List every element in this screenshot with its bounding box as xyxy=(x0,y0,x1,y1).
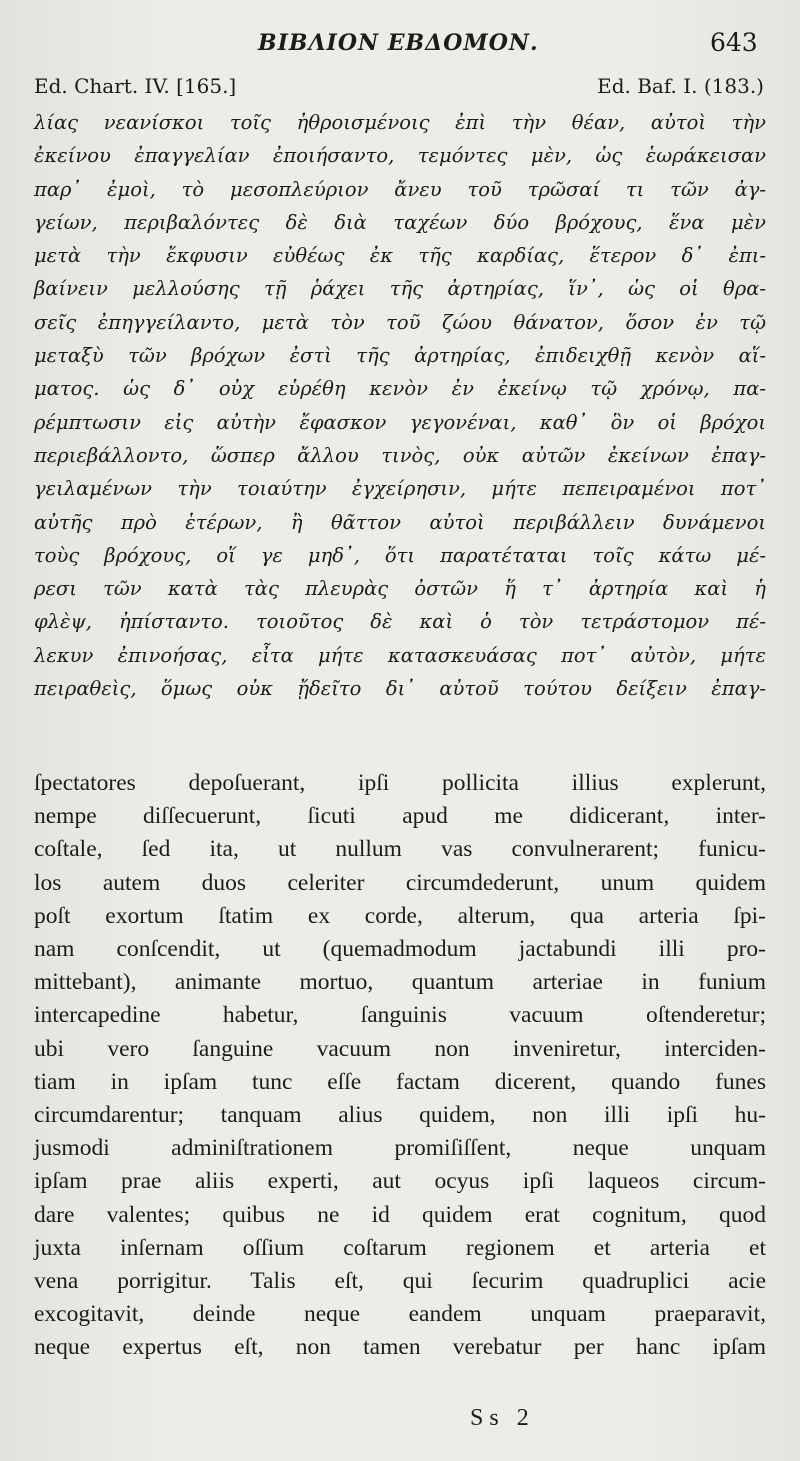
greek-line: μεταξὺ τῶν βρόχων ἐστὶ τῆς ἀρτηρίας, ἐπιδειχθῇ κενὸν αἵ- xyxy=(34,344,766,368)
greek-line: φλὲψ, ἠπίσταντο. τοιοῦτος δὲ καὶ ὁ τὸν τετράστομον πέ- xyxy=(34,610,766,634)
running-head xyxy=(0,28,800,62)
page-number: 643 xyxy=(710,28,758,57)
latin-line: juxta inſernam oſſium coſtarum regionem et arteria et xyxy=(34,1234,766,1261)
edition-references xyxy=(34,74,764,104)
greek-line: τοὺς βρόχους, οἵ γε μηδ᾽, ὅτι παρατέταται τοῖς κάτω μέ- xyxy=(34,543,766,567)
latin-line: jusmodi adminiſtrationem promiſiſſent, neque unquam xyxy=(34,1135,766,1162)
greek-line: γειλαμένων τὴν τοιαύτην ἐγχείρησιν, μήτε πεπειραμένοι ποτ᾽ xyxy=(34,477,766,501)
latin-line: los autem duos celeriter circumdederunt, unum quidem xyxy=(34,869,766,896)
greek-line: σεῖς ἐπηγγείλαντο, μετὰ τὸν τοῦ ζώου θάνατον, ὅσον ἐν τῷ xyxy=(34,310,766,334)
latin-line: dare valentes; quibus ne id quidem erat cognitum, quod xyxy=(34,1201,766,1228)
greek-line: ματος. ὡς δ᾽ οὐχ εὑρέθη κενὸν ἐν ἐκείνῳ τῷ χρόνῳ, πα- xyxy=(34,377,766,401)
greek-line: ρεσι τῶν κατὰ τὰς πλευρὰς ὀστῶν ἥ τ᾽ ἀρτηρία καὶ ἡ xyxy=(34,577,766,601)
greek-line: περιεβάλλοντο, ὥσπερ ἄλλου τινὸς, οὐκ αὐτῶν ἐκείνων ἐπαγ- xyxy=(34,443,766,467)
latin-line: vena porrigitur. Talis eſt, qui ſecurim quadruplici acie xyxy=(34,1268,766,1295)
greek-line: ρέμπτωσιν εἰς αὐτὴν ἔφασκον γεγονέναι, καθ᾽ ὃν οἱ βρόχοι xyxy=(34,410,766,434)
latin-line: mittebant), animante mortuo, quantum arteriae in funium xyxy=(34,969,766,996)
latin-line: excogitavit, deinde neque eandem unquam praeparavit, xyxy=(34,1301,766,1328)
latin-line: coſtale, ſed ita, ut nullum vas convulnerarent; funicu- xyxy=(34,836,766,863)
latin-text-block xyxy=(34,767,766,1365)
greek-line: παρ᾽ ἐμοὶ, τὸ μεσοπλεύριον ἄνευ τοῦ τρῶσαί τι τῶν ἀγ- xyxy=(34,177,766,201)
greek-line: ἐκείνου ἐπαγγελίαν ἐποιήσαντο, τεμόντες μὲν, ὡς ἑωράκεισαν xyxy=(34,144,766,168)
greek-line: λεκυν ἐπινοήσας, εἶτα μήτε κατασκευάσας ποτ᾽ αὐτὸν, μήτε xyxy=(34,643,766,667)
greek-line: μετὰ τὴν ἔκφυσιν εὐθέως ἐκ τῆς καρδίας, ἕτερον δ᾽ ἐπι- xyxy=(34,244,766,268)
signature-mark: Ss 2 xyxy=(470,1405,535,1431)
greek-line: λίας νεανίσκοι τοῖς ἠθροισμένοις ἐπὶ τὴν θέαν, αὐτοὶ τὴν xyxy=(34,111,766,134)
greek-text-block xyxy=(34,106,766,705)
latin-line: circumdarentur; tanquam alius quidem, non illi ipſi hu- xyxy=(34,1102,766,1129)
greek-line: βαίνειν μελλούσης τῇ ῥάχει τῆς ἀρτηρίας, ἵν᾽, ὡς οἱ θρα- xyxy=(34,277,766,301)
latin-line: ipſam prae aliis experti, aut ocyus ipſi laqueos circum- xyxy=(34,1168,766,1195)
edition-chart-ref: Ed. Chart. IV. [165.] xyxy=(34,74,237,98)
latin-line: nam conſcendit, ut (quemadmodum jactabundi illi pro- xyxy=(34,936,766,963)
latin-line: poſt exortum ſtatim ex corde, alterum, qua arteria ſpi- xyxy=(34,902,766,929)
book-title: ΒΙΒΛΙΟΝ ΕΒΔΟΜΟΝ. xyxy=(258,30,539,56)
edition-basel-ref: Ed. Baf. I. (183.) xyxy=(597,74,764,98)
greek-line: πειραθεὶς, ὅμως οὐκ ᾔδεῖτο δι᾽ αὐτοῦ τούτου δείξειν ἐπαγ- xyxy=(34,677,766,701)
latin-line: intercapedine habetur, ſanguinis vacuum oſtenderetur; xyxy=(34,1002,766,1029)
greek-line: αὐτῆς πρὸ ἑτέρων, ἢ θᾶττον αὐτοὶ περιβάλλειν δυνάμενοι xyxy=(34,510,766,534)
latin-line: ſpectatores depoſuerant, ipſi pollicita illius explerunt, xyxy=(34,770,766,796)
latin-line: ubi vero ſanguine vacuum non inveniretur, interciden- xyxy=(34,1035,766,1062)
greek-line: γείων, περιβαλόντες δὲ διὰ ταχέων δύο βρόχους, ἕνα μὲν xyxy=(34,210,766,234)
latin-line: neque expertus eſt, non tamen verebatur per hanc ipſam xyxy=(34,1334,766,1361)
latin-line: nempe diſſecuerunt, ſicuti apud me didicerant, inter- xyxy=(34,803,766,830)
latin-line: tiam in ipſam tunc eſſe factam dicerent, quando funes xyxy=(34,1068,766,1095)
